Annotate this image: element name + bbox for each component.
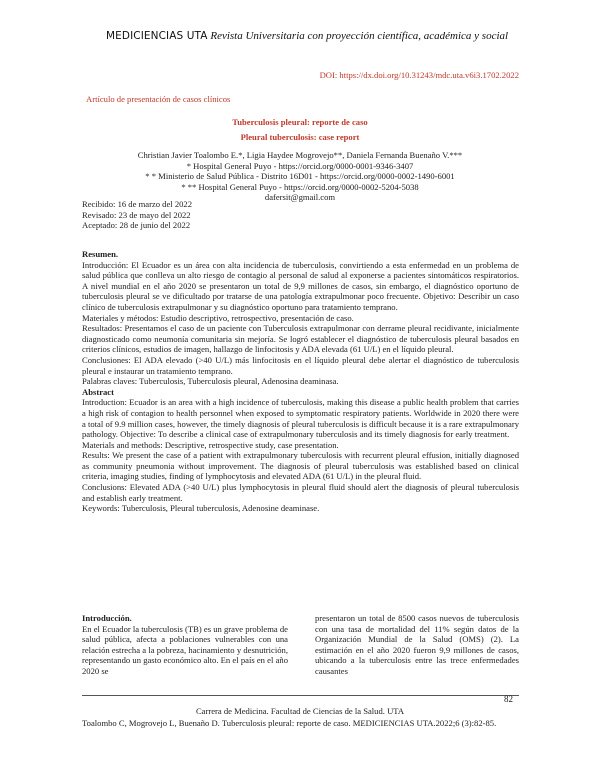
- abstract-results: Results: We present the case of a patient with extrapulmonary tuberculosis with recurrent pleural effusion, initially diagnosed as community pneumonia without improvement. The diagnosis of pleural tuberculosis was established based on clinical criteria, imaging studies, finding of lymphocytosis and elevated ADA (61 U/L) in the pleural fluid.: [82, 450, 519, 482]
- page-number: 82: [504, 694, 513, 704]
- intro-column-right: [315, 613, 519, 677]
- abstract-introduction: Introduction: Ecuador is an area with a high incidence of tuberculosis, making this disease a public health problem that carries a high risk of contagion to health personnel when exposed to symptomatic respiratory patients. Worldwide in 2020 there were a total of 9.9 million cases, however, the timely diagnosis of pleural tuberculosis is difficult because it is a rare extrapulmonary pathology. Objective: To describe a clinical case of extrapulmonary tuberculosis and its timely diagnosis for early treatment.: [82, 397, 519, 440]
- abstract-keywords: Keywords: Tuberculosis, Pleural tuberculosis, Adenosine deaminase.: [82, 503, 320, 514]
- article-title-es: Tuberculosis pleural: reporte de caso: [232, 117, 368, 127]
- date-received: Recibido: 16 de marzo del 2022: [82, 199, 193, 209]
- section-label: Artículo de presentación de casos clínicos: [86, 94, 231, 104]
- resumen-resultados: Resultados: Presentamos el caso de un paciente con Tuberculosis extrapulmonar con derrame pleural recidivante, inicialmente diagnosticado como neumonía comunitaria sin mejoría. Se logró establecer el diagnóstico de tuberculosis pleural basados en criterios clínicos, estudios de imagen, hallazgo de linfocitosis y ADA elevada (61 U/L) en el líquido pleural.: [82, 323, 519, 355]
- resumen-introduccion: Introducción: El Ecuador es un área con alta incidencia de tuberculosis, convirtiendo a esta enfermedad en un problema de salud pública que conlleva un alto riesgo de contagio al personal de salud al exponerse a pacientes sintomáticos respiratorios. A nivel mundial en el año 2020 se presentaron un total de 9,9 millones de casos, sin embargo, el diagnóstico oportuno de tuberculosis pleural se ve dificultado por tratarse de una patología extrapulmonar poco frecuente. Objetivo: Describir un caso clínico de tuberculosis extrapulmonar y su diagnóstico oportuno para tratamiento temprano.: [82, 259, 519, 312]
- affiliation-3: * ** Hospital General Puyo - https://orcid.org/0000-0002-5204-5038: [181, 181, 419, 192]
- resumen-palabras-claves: Palabras claves: Tuberculosis, Tuberculosis pleural, Adenosina deaminasa.: [82, 376, 339, 387]
- contact-email[interactable]: dafersit@gmail.com: [264, 192, 336, 203]
- date-revised: Revisado: 23 de mayo del 2022: [82, 209, 191, 220]
- article-dates: [82, 199, 192, 231]
- resumen-heading: Resumen.: [82, 249, 119, 259]
- footer-divider: [82, 695, 519, 696]
- author-block: [0, 150, 600, 203]
- affiliation-1: * Hospital General Puyo - https://orcid.org/0000-0001-9346-3407: [186, 160, 414, 171]
- journal-subtitle: Revista Universitaria con proyección científica, académica y social: [210, 30, 509, 42]
- footer-institution: Carrera de Medicina. Facultad de Ciencias de la Salud. UTA: [195, 706, 405, 716]
- abstract-section: [82, 249, 519, 514]
- resumen-conclusiones: Conclusiones: El ADA elevado (>40 U/L) más linfocitosis en el líquido pleural debe alertar el diagnóstico de tuberculosis pleural e instaurar un tratamiento temprano.: [82, 354, 519, 376]
- journal-header: [106, 30, 508, 42]
- author-names: Christian Javier Toalombo E.*, Ligia Haydee Mogrovejo**, Daniela Fernanda Buenaño V.***: [137, 150, 463, 160]
- doi-link[interactable]: DOI: https://dx.doi.org/10.31243/mdc.uta.v6i3.1702.2022: [319, 70, 519, 80]
- resumen-metodos: Materiales y métodos: Estudio descriptivo, retrospectivo, presentación de caso.: [82, 312, 354, 323]
- intro-left-text: En el Ecuador la tuberculosis (TB) es un grave problema de salud pública, afecta a poblaciones vulnerables con una relación estrecha a la pobreza, hacinamiento y desnutrición, representando un gasto económico alto. En el país en el año 2020 se: [82, 623, 288, 676]
- intro-column-left: [82, 613, 288, 677]
- article-title-en: Pleural tuberculosis: case report: [240, 132, 360, 142]
- footer-citation: Toalombo C, Mogrovejo L, Buenaño D. Tuberculosis pleural: reporte de caso. MEDICIENCIAS UTA.2022;6 (3):82-85.: [82, 718, 497, 728]
- date-accepted: Aceptado: 28 de junio del 2022: [82, 220, 191, 231]
- abstract-methods: Materials and methods: Descriptive, retrospective study, case presentation.: [82, 439, 339, 450]
- abstract-conclusions: Conclusions: Elevated ADA (>40 U/L) plus lymphocytosis in pleural fluid should alert the diagnosis of pleural tuberculosis and establish early treatment.: [82, 482, 519, 503]
- affiliation-2: * * Ministerio de Salud Pública - Distrito 16D01 - https://orcid.org/0000-0002-1490-6001: [145, 171, 455, 182]
- journal-name: MEDICIENCIAS UTA: [106, 30, 208, 42]
- abstract-heading: Abstract: [82, 386, 114, 397]
- intro-heading: Introducción.: [82, 613, 132, 623]
- intro-right-text: presentaron un total de 8500 casos nuevos de tuberculosis con una tasa de mortalidad del 11% según datos de la Organización Mundial de la Salud (OMS) (2). La estimación en el año 2020 fueron 9,9 millones de casos, ubicando a la tuberculosis entre las trece enfermedades causantes: [315, 613, 519, 676]
